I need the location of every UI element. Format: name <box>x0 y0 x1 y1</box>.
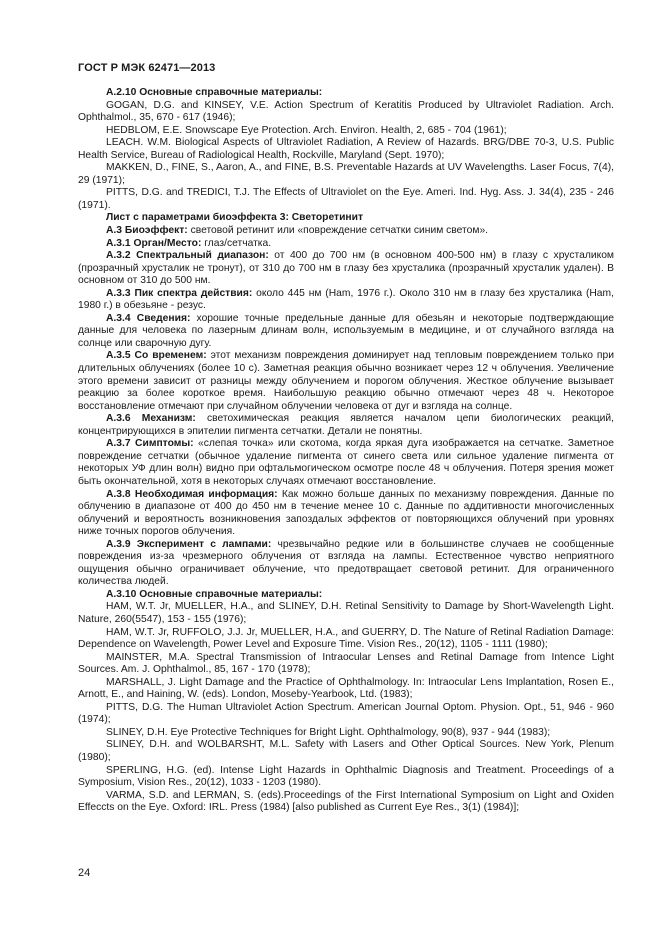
reference-item: SLINEY, D.H. Eye Protective Techniques for Bright Light. Ophthalmology, 90(8), 937 - 944 (1983); <box>106 726 551 738</box>
paragraph-a39-text: чрезвычайно редкие или в большинстве случаев не сообщенные повреждения из-за чрезмерного облучения от взгляда на лампы. Естественное чувство неприятного ощущения обычно ограничивает облучение, что предотвращает световой ретинит. Для ограниченного количества людей. <box>78 538 614 588</box>
paragraph-a33-text: около 445 нм (Ham, 1976 г.). Около 310 нм в глазу без хрусталика (Ham, 1980 г.) в обезьяне - резус. <box>78 287 614 312</box>
reference-item: PITTS, D.G. and TREDICI, T.J. The Effects of Ultraviolet on the Eye. Ameri. Ind. Hyg. Ass. J. 34(4), 235 - 246 (1971). <box>78 187 614 211</box>
paragraph-a32-label: А.3.2 Спектральный диапазон: <box>106 250 269 262</box>
paragraph-a32-text: от 400 до 700 нм (в основном 400-500 нм) в глазу с хрусталиком (прозрачный хрусталик не тронут), от 310 до 700 нм в глазу без хрусталика (прозрачный хрусталик удален). В основном от 310 до 500 нм. <box>78 250 615 287</box>
paragraph-a33 <box>78 288 614 313</box>
paragraph-a3 <box>78 225 614 238</box>
reference-item: MARSHALL, J. Light Damage and the Practice of Ophthalmology. In: Intraocular Lens Implantation, Rosen E., Arnott, E., and Haining, W. (eds). London, Moseby-Yearbook, Ltd. (1983); <box>78 676 614 701</box>
paragraph-a3-label: А.3 Биоэффект: <box>106 225 188 237</box>
paragraph-a35-text: этот механизм повреждения доминирует над тепловым повреждением только при длительных облучениях (более 10 с). Заметная реакция обычно возникает через 12 ч облучения. Увеличение этого времени зависит от разницы между облучением и порогом облучения. Жесткое облучение вызывает реакцию за более короткое время. Наибольшую реакцию обычно отмечают через 48 ч. Некоторое восстановление отмечают при случайном облучении человека от дуг и взгляда на солнце. <box>78 350 614 412</box>
reference-item: SPERLING, H.G. (ed). Intense Light Hazards in Ophthalmic Diagnosis and Treatment. Proceedings of a Symposium, Vision Res., 20(12), 1033 - 1203 (1980). <box>78 764 614 789</box>
paragraph-a37-text: «слепая точка» или скотома, когда яркая дуга изображается на сетчатке. Заметное повреждение сетчатки (обычное удаление пигмента от синего света или сильное удаление пигмента от некоторых УФ длин волн) видно при офтальмогическом осмотре после 48 ч облучения. Потеря зрения может быть окончательной, хотя в некоторых случаях отмечают восстановление. <box>78 438 614 487</box>
paragraph-a38-text: Как можно больше данных по механизму повреждения. Данные по облучению в диапазоне от 400 до 450 нм в течение менее 10 с. Данные по аддитивности многочисленных облучений и вероятность возникновения запоздалых эффектов от повторяющихся облучений при уровнях ниже точных порогов облучения. <box>78 488 614 538</box>
paragraph-a36-label: А.3.6 Механизм: <box>106 413 196 425</box>
reference-item: GOGAN, D.G. and KINSEY, V.E. Action Spectrum of Keratitis Produced by Ultraviolet Radiation. Arch. Ophthalmol., 35, 670 - 617 (1946); <box>78 99 614 124</box>
paragraph-a3-text: световой ретинит или «повреждение сетчатки синим светом». <box>187 225 489 237</box>
reference-item: HAM, W.T. Jr, MUELLER, H.A., and SLINEY, D.H. Retinal Sensitivity to Damage by Short-Wavelength Light. Nature, 260(5547), 153 - 155 (1976); <box>78 601 614 625</box>
reference-item: SLINEY, D.H. and WOLBARSHT, M.L. Safety with Lasers and Other Optical Sources. New York, Plenum (1980); <box>78 739 614 763</box>
reference-item: HEDBLOM, E.E. Snowscape Eye Protection. Arch. Environ. Health, 2, 685 - 704 (1961); <box>106 124 507 136</box>
paragraph-a37-label: А.3.7 Симптомы: <box>106 438 194 450</box>
reference-item: MAKKEN, D., FINE, S., Aaron, A., and FINE, B.S. Preventable Hazards at UV Wavelengths. Laser Focus, 7(4), 29 (1971); <box>78 162 614 186</box>
paragraph-a35 <box>78 350 614 413</box>
paragraph-a34 <box>78 313 614 351</box>
document-body <box>78 87 614 815</box>
sheet3-title: Лист с параметрами биоэффекта 3: Светоретинит <box>106 212 364 224</box>
paragraph-a34-text: хорошие точные предельные данные для обезьян и некоторые подтверждающие данные для человека по лазерным длинам волн, используемым в медицине, и от случайного взгляда на солнце или сварочную дугу. <box>78 312 615 349</box>
reference-item: LEACH. W.M. Biological Aspects of Ultraviolet Radiation, A Review of Hazards. BRG/DBE 70-3, U.S. Public Health Service, Bureau of Radiological Health, Rockville, Maryland (Sept. 1970); <box>78 137 614 161</box>
paragraph-a36 <box>78 413 614 438</box>
section-a210-heading: A.2.10 Основные справочные материалы: <box>106 87 323 98</box>
paragraph-a38 <box>78 489 614 539</box>
paragraph-a31-label: А.3.1 Орган/Место: <box>106 237 202 249</box>
paragraph-a37 <box>78 438 614 488</box>
reference-item: PITTS, D.G. The Human Ultraviolet Action Spectrum. American Journal Optom. Physion. Opt., 51, 946 - 960 (1974); <box>78 701 614 726</box>
paragraph-a32 <box>78 250 614 288</box>
paragraph-a38-label: А.3.8 Необходимая информация: <box>106 488 278 500</box>
paragraph-a31 <box>78 238 614 251</box>
section-a310-heading: А.3.10 Основные справочные материалы: <box>106 588 323 600</box>
standard-header: ГОСТ Р МЭК 62471—2013 <box>78 62 216 74</box>
reference-item: VARMA, S.D. and LERMAN, S. (eds).Proceedings of the First International Symposium on Light and Oxiden Effeccts on the Eye. Oxford: IRL. Press (1984) [also published as Current Eye Res., 3(1) (1984)]; <box>78 789 614 814</box>
reference-item: HAM, W.T. Jr, RUFFOLO, J.J. Jr, MUELLER, H.A., and GUERRY, D. The Nature of Retinal Radiation Damage: Dependence on Wavelength, Power Level and Exposure Time. Vision Res., 20(12), 1105 - 1111 (1980); <box>78 626 614 651</box>
paragraph-a31-text: глаз/сетчатка. <box>201 237 272 249</box>
paragraph-a34-label: А.3.4 Сведения: <box>106 312 191 324</box>
paragraph-a35-label: А.3.5 Со временем: <box>106 350 207 362</box>
paragraph-a39-label: А.3.9 Эксперимент с лампами: <box>106 538 272 550</box>
paragraph-a33-label: А.3.3 Пик спектра действия: <box>106 287 253 299</box>
paragraph-a39 <box>78 539 614 589</box>
page-number: 24 <box>78 867 91 879</box>
paragraph-a36-text: светохимическая реакция является началом цепи биологических реакций, концентрирующихся в эпителии пигмента сетчатки. Детали не понятны. <box>78 413 614 437</box>
reference-item: MAINSTER, M.A. Spectral Transmission of Intraocular Lenses and Retinal Damage from Intence Light Sources. Am. J. Ophthalmol., 85, 167 - 170 (1978); <box>78 651 614 676</box>
